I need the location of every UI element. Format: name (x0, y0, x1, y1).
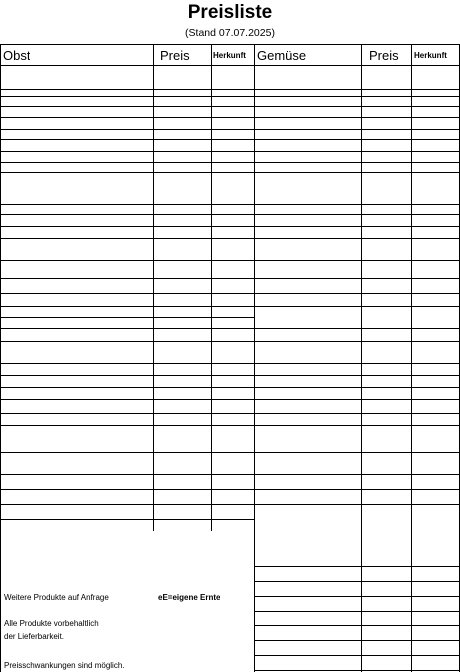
note-legend: eE=eigene Ernte (158, 594, 221, 602)
grid-line (254, 670, 460, 671)
header-gemuese: Gemüse (257, 49, 307, 62)
date-subtitle: (Stand 07.07.2025) (185, 27, 275, 39)
grid-line (0, 399, 254, 400)
header-gemuese-herkunft: Herkunft (414, 52, 447, 60)
grid-line (254, 341, 460, 342)
grid-line (0, 117, 254, 118)
grid-line (254, 293, 460, 294)
note-vorbehalt-1: Alle Produkte vorbehaltlich (4, 620, 99, 628)
grid-line (254, 328, 460, 329)
grid-line (0, 328, 254, 329)
grid-line (0, 504, 254, 505)
grid-line (254, 387, 460, 388)
note-vorbehalt-2: der Lieferbarkeit. (4, 633, 65, 641)
grid-line (254, 96, 460, 97)
grid-line (0, 363, 254, 364)
grid-line (0, 387, 254, 388)
grid-line (0, 489, 254, 490)
grid-line (254, 363, 460, 364)
grid-divider (153, 44, 154, 531)
grid-line (0, 214, 254, 215)
grid-line (254, 89, 460, 90)
grid-line (0, 375, 254, 376)
grid-line (254, 655, 460, 656)
grid-line (0, 106, 254, 107)
grid-line (0, 317, 254, 318)
price-table (0, 44, 460, 672)
note-weitere: Weitere Produkte auf Anfrage (4, 594, 109, 602)
header-gemuese-preis: Preis (369, 49, 399, 62)
grid-line (254, 452, 460, 453)
grid-line (0, 452, 254, 453)
grid-line (0, 306, 254, 307)
grid-line (0, 474, 254, 475)
grid-line (254, 581, 460, 582)
grid-line (0, 413, 254, 414)
grid-line (0, 278, 254, 279)
grid-line (254, 425, 460, 426)
grid-divider (254, 44, 255, 672)
grid-line (254, 172, 460, 173)
header-herkunft: Herkunft (213, 52, 246, 60)
header-obst: Obst (3, 49, 31, 62)
grid-line (0, 89, 254, 90)
header-preis: Preis (160, 49, 190, 62)
grid-line (0, 65, 460, 66)
grid-line (254, 106, 460, 107)
grid-line (0, 162, 254, 163)
grid-line (0, 151, 254, 152)
grid-line (0, 96, 254, 97)
grid-divider (0, 44, 1, 672)
grid-line (254, 375, 460, 376)
grid-divider (411, 44, 412, 672)
grid-line (254, 504, 460, 505)
page-title: Preisliste (187, 2, 273, 23)
grid-line (254, 306, 460, 307)
grid-line (254, 151, 460, 152)
grid-line (254, 611, 460, 612)
grid-line (254, 214, 460, 215)
grid-line (254, 278, 460, 279)
grid-line (0, 226, 254, 227)
note-schwankungen: Preisschwankungen sind möglich. (4, 662, 125, 670)
grid-line (0, 172, 254, 173)
grid-line (254, 117, 460, 118)
grid-line (254, 139, 460, 140)
grid-line (0, 425, 254, 426)
grid-line (254, 129, 460, 130)
grid-line (254, 399, 460, 400)
grid-line (0, 238, 254, 239)
grid-line (0, 204, 254, 205)
grid-line (0, 129, 254, 130)
grid-line (254, 489, 460, 490)
grid-line (0, 341, 254, 342)
grid-line (0, 44, 460, 45)
grid-line (0, 293, 254, 294)
grid-line (254, 204, 460, 205)
grid-line (0, 260, 254, 261)
grid-line (254, 596, 460, 597)
grid-divider (211, 44, 212, 531)
grid-line (254, 566, 460, 567)
grid-line (254, 474, 460, 475)
grid-line (254, 413, 460, 414)
grid-line (254, 625, 460, 626)
grid-line (254, 162, 460, 163)
grid-line (254, 226, 460, 227)
grid-line (254, 260, 460, 261)
grid-divider (361, 44, 362, 672)
grid-line (254, 238, 460, 239)
grid-line (0, 519, 254, 520)
grid-line (0, 139, 254, 140)
grid-line (254, 640, 460, 641)
